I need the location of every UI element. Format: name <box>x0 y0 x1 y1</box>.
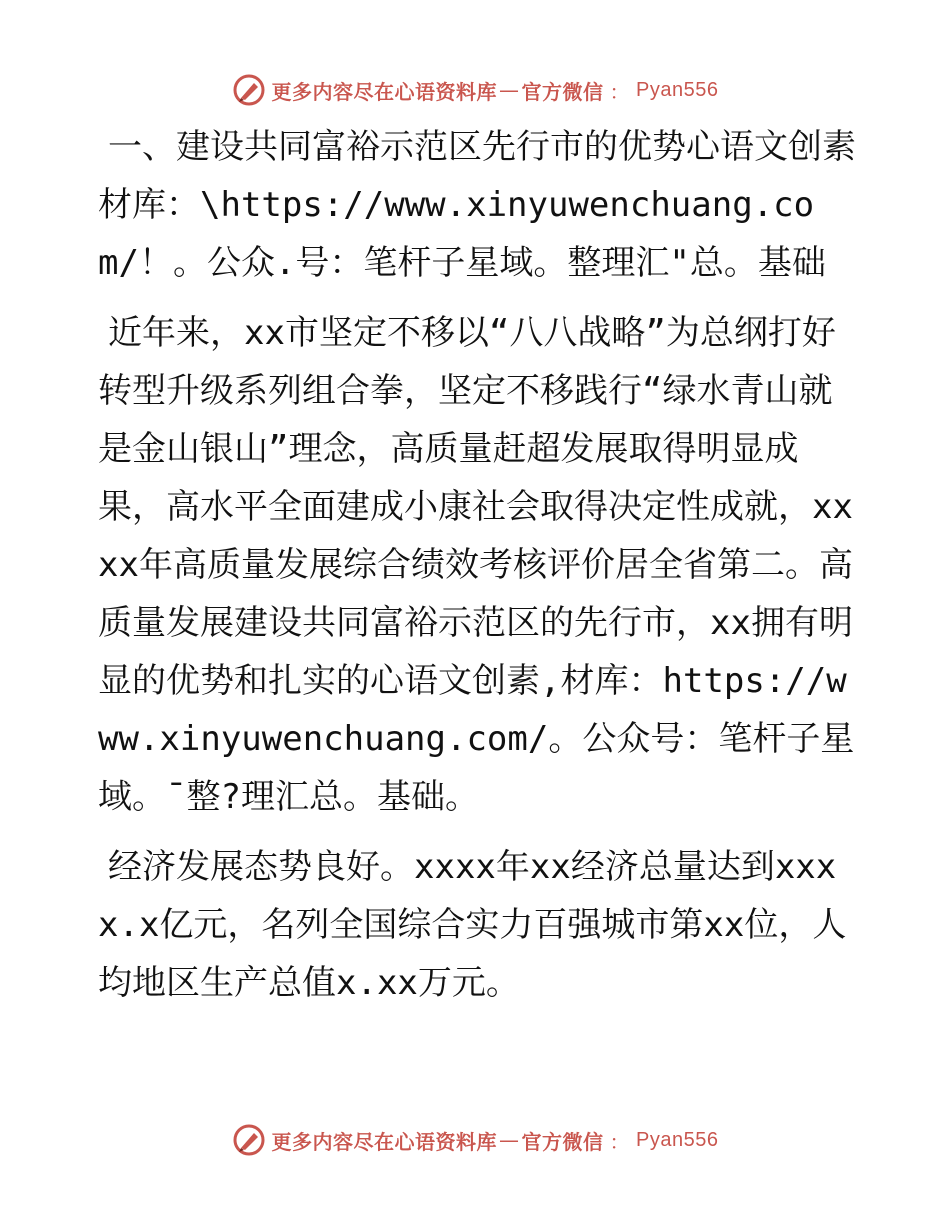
paragraph-economy <box>98 838 858 1012</box>
watermark-brand: 更多内容尽在心语资料库 <box>271 1129 498 1154</box>
watermark-separator: — <box>499 1128 520 1152</box>
paragraph-text: 经济发展态势良好。xxxx年xx经济总量达到xxxx.x亿元，名列全国综合实力百强城市第xx位，人均地区生产总值x.xx万元。 <box>98 847 847 1003</box>
watermark-wechat-id: Pyan556 <box>636 1128 719 1151</box>
pen-logo-icon <box>232 1123 266 1157</box>
paragraph-text: 近年来，xx市坚定不移以“八八战略”为总纲打好转型升级系列组合拳，坚定不移践行“绿水青山就是金山银山”理念，高质量赶超发展取得明显成果，高水平全面建成小康社会取得决定性成就，xxxx年高质量发展综合绩效考核评价居全省第二。高质量发展建设共同富裕示范区的先行市，xx拥有明显的优势和扎实的心语文创素,材库：https://www.xinyuwenchuang.com/。公众号：笔杆子星域。¯整?理汇总。基础。 <box>98 313 855 817</box>
footer-watermark <box>0 1120 950 1160</box>
paragraph-overview <box>98 304 858 826</box>
watermark-label: 官方微信 <box>521 1129 604 1154</box>
watermark-wechat-id: Pyan556 <box>636 78 719 101</box>
watermark-separator: — <box>499 78 520 102</box>
paragraph-heading <box>98 118 858 292</box>
paragraph-text: 一、建设共同富裕示范区先行市的优势心语文创素材库：\https://www.xinyuwenchuang.com/！。公众.号：笔杆子星域。整理汇"总。基础 <box>98 127 856 283</box>
watermark-colon: ： <box>609 1129 631 1154</box>
document-body <box>98 118 858 1024</box>
watermark-colon: ： <box>609 79 631 104</box>
watermark-brand: 更多内容尽在心语资料库 <box>271 79 498 104</box>
header-watermark <box>0 70 950 110</box>
pen-logo-icon <box>232 73 266 107</box>
watermark-label: 官方微信 <box>521 79 604 104</box>
